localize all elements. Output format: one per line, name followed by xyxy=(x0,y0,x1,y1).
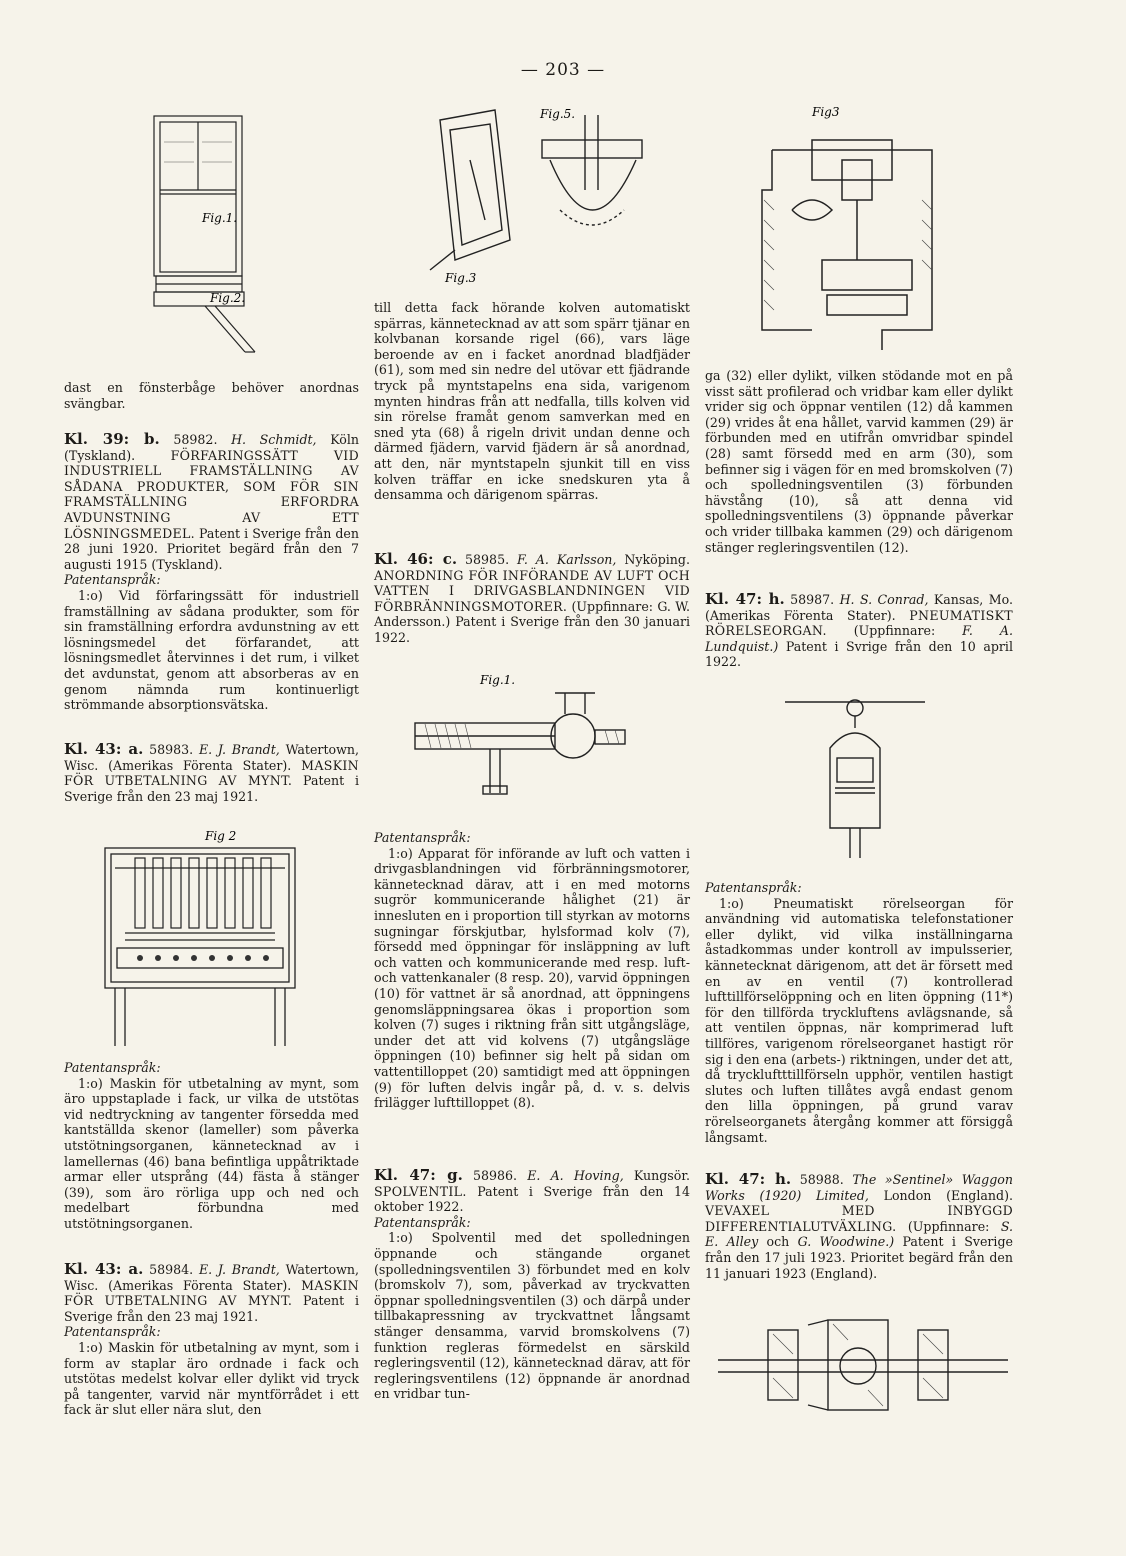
fig5-label: Fig.5. xyxy=(540,107,576,121)
entry-title: MASKIN FÖR UTBETALNING AV MYNT. xyxy=(64,757,359,789)
column-2-continuation xyxy=(374,300,690,503)
claim-heading: Patentanspråk: xyxy=(705,880,802,895)
claim-heading: Patentanspråk: xyxy=(64,1324,161,1340)
entry-title: PNEUMATISKT RÖRELSEORGAN. xyxy=(705,607,1013,639)
continuation-text: ga (32) eller dylikt, vilken stödande mot en på visst sätt profilerad och vridbar kam eller dylikt vrider sig och öppnar ventilen (12) då kammen (29) vrides åt ena hållet, varvid kammen (29) är förbunden med en utifrån omvridbar spindel (28) samt försedd med en arm (30), som befinner sig i vägen för en med bromskolven (7) och spolledningsventilen (3) förbunden hävstång (10), så att denna vid spolledningsventilens (3) öppnande påverkar och vrider tillbaka kammen (29) och därigenom stänger regleringsventilen (12). xyxy=(705,368,1013,555)
entry-place: Nyköping. xyxy=(624,552,690,567)
page-number: — 203 — xyxy=(520,60,606,80)
entry-title: FÖRFARINGSSÄTT VID INDUSTRIELL FRAMSTÄLLNING AV SÅDANA PRODUKTER, SOM FÖR SIN FRAMSTÄLLNING ERFORDRA AVDUNSTNING AV ETT LÖSNINGSMEDEL. xyxy=(64,447,359,541)
entry-author: E. J. Brandt, xyxy=(198,1262,280,1277)
entry-number: 58983. xyxy=(149,742,194,757)
continuation-text: till detta fack hörande kolven automatiskt spärras, kännetecknad av att som spärr tjänar en kolvbanan korsande rigel (66), vars läge beroende av en i facket anordnad bladfjäder (61), som med sin nedre del utövar ett fjädrande tryck på myntstapelns ena sida, varigenom mynten hindras från att nedfalla, tills kolven vid sin rörelse framåt genom samverkan med en sned yta (68) å rigeln drivit undan denne och därmed fjädern, varvid fjädern är så anordnad, att den, när myntstapeln sjunkit till en viss kolven träffar en icke snedskuren yta å densamma och därigenom spärras. xyxy=(374,300,690,503)
entry-inventor: F. A. Lundquist.) xyxy=(705,623,1013,654)
entry-kl: Kl. 43: a. xyxy=(64,1260,144,1278)
entry-58985-claim xyxy=(374,830,690,1111)
column-3-continuation xyxy=(705,368,1013,555)
entry-58983 xyxy=(64,742,359,804)
entry-title: SPOLVENTIL. xyxy=(374,1183,467,1199)
entry-details: Patent i Sverige från den 28 juni 1920. Prioritet begärd från den 7 augusti 1915 (Tyskland). xyxy=(64,525,359,572)
entry-och: och xyxy=(766,1234,790,1250)
entry-author: F. A. Karlsson, xyxy=(517,552,617,567)
entry-kl: Kl. 43: a. xyxy=(64,740,144,758)
entry-58987-claim xyxy=(705,880,1013,1145)
entry-number: 58986. xyxy=(472,1168,518,1183)
entry-kl: Kl. 46: c. xyxy=(374,550,458,568)
fig1-carb-label: Fig.1. xyxy=(480,673,516,687)
coin-machine-figure xyxy=(85,828,315,1053)
entry-author: H. S. Conrad, xyxy=(839,592,929,607)
claim-text: 1:o) Vid förfaringssätt för industriell framställning av sådana produkter, som för sin framställning erfordra avdunstning av ett lösningsmedel det förfarandet, att lösningsmedlet återvinnes i det rum, i vilket det avdunstat, genom att absorberas av en genom nämnda rum kontinuerligt strömmande absorptionsvätska. xyxy=(64,587,359,713)
entry-place: Kansas, Mo. (Amerikas Förenta Stater). xyxy=(705,592,1013,623)
entry-58986 xyxy=(374,1168,690,1402)
entry-details-pre: (Uppfinnare: xyxy=(853,623,936,639)
fig2-machine-label: Fig 2 xyxy=(205,829,237,843)
claim-text: 1:o) Maskin för utbetalning av mynt, som i form av staplar äro ordnade i fack och utstötas medelst kolvar eller dylikt vid tryck på tangenter, varvid när myntförrådet i ett fack är slut eller nära slut, den xyxy=(64,1339,359,1418)
claim-text: 1:o) Maskin för utbetalning av mynt, som äro uppstaplade i fack, ur vilka de utstötas vid nedtryckning av tangenter försedda med kantställda skenor (lameller) som påverka utstötningsorganen, kännetecknad av i lamellernas (46) bana befintliga uppåtriktade armar eller utsprång (44) fästa å stänger (39), som äro rörliga upp och ned och medelbart förbundna med utstötningsorganen. xyxy=(64,1075,359,1231)
fig1-label: Fig.1. xyxy=(202,211,238,225)
claim-text: 1:o) Apparat för införande av luft och vatten i drivgasblandningen vid förbränningsmotorer, kännetecknad därav, att i en med motorns sugrör kommunicerande hålighet (21) är innesluten en i proportion till styrkan av motorns sugningar förskjutbar, hylsformad kolv (7), försedd med öppningar för insläppning av luft och vatten och kommunicerande med resp. luft- och vattenkanaler (8 resp. 20), varvid öppningen (10) för vattnet är så anordnad, att öppningens genomsläppningsarea ökas i proportion som kolven (7) suges i riktning från sitt utgångsläge, under det att vid kolvens (7) utgångsläge öppningen (10) befinner sig helt på sidan om vattentilloppet (20) samtidigt med att öppningen (9) för luften delvis ingår på, d. v. s. delvis frilägger lufttilloppet (8). xyxy=(374,845,690,1111)
entry-number: 58988. xyxy=(799,1172,844,1187)
claim-heading: Patentanspråk: xyxy=(64,572,161,588)
entry-58988 xyxy=(705,1172,1013,1281)
entry-kl: Kl. 47: g. xyxy=(374,1166,463,1184)
entry-place: Köln (Tyskland). xyxy=(64,432,359,463)
crankshaft-figure xyxy=(718,1300,1008,1430)
entry-details: Patent i Sverige från den 23 maj 1921. xyxy=(64,1293,359,1324)
entry-number: 58984. xyxy=(149,1262,194,1277)
fig2-label: Fig.2. xyxy=(210,291,246,305)
valve-figure xyxy=(752,100,962,360)
entry-author: E. A. Hoving, xyxy=(527,1168,624,1183)
entry-author: H. Schmidt, xyxy=(231,432,317,447)
entry-kl: Kl. 47: h. xyxy=(705,590,785,608)
pneumatic-organ-figure xyxy=(785,688,935,878)
entry-author: E. J. Brandt, xyxy=(198,742,280,757)
entry-number: 58982. xyxy=(173,432,218,447)
entry-details: (Uppfinnare: G. W. Andersson.) Patent i Sverige från den 30 januari 1922. xyxy=(374,598,690,645)
entry-kl: Kl. 39: b. xyxy=(64,430,160,448)
entry-place: Watertown, Wisc. (Amerikas Förenta Stater). xyxy=(64,742,359,773)
claim-heading: Patentanspråk: xyxy=(374,1214,471,1230)
window-frame-figure xyxy=(150,112,270,362)
entry-author: The »Sentinel» Waggon Works (1920) Limited, xyxy=(705,1172,1013,1203)
entry-place: Kungsör. xyxy=(633,1168,690,1183)
claim-heading: Patentanspråk: xyxy=(64,1060,161,1075)
entry-58983-claim xyxy=(64,1060,359,1232)
entry-details: Patent i Sverige från den 14 oktober 1922. xyxy=(374,1183,690,1215)
entry-title: VEVAXEL MED INBYGGD DIFFERENTIALUTVÄXLING. xyxy=(705,1203,1013,1234)
entry-title: ANORDNING FÖR INFÖRANDE AV LUFT OCH VATTEN I DRIVGASBLANDNINGEN VID FÖRBRÄNNINGSMOTORER. xyxy=(374,567,690,614)
entry-number: 58987. xyxy=(790,592,835,607)
entry-details-post: Patent i Sverige från den 17 juli 1923. Prioritet begärd från den 11 januari 1923 (England). xyxy=(705,1234,1013,1281)
entry-details: Patent i Sverige från den 23 maj 1921. xyxy=(64,773,359,804)
entry-58987 xyxy=(705,592,1013,670)
fig3b-label: Fig.3 xyxy=(445,271,477,285)
entry-58985 xyxy=(374,552,690,646)
entry-58982 xyxy=(64,432,359,713)
entry-place: London (England). xyxy=(883,1187,1013,1203)
intro-text: dast en fönsterbåge behöver anordnas svängbar. xyxy=(64,380,359,411)
air-water-apparatus-figure xyxy=(405,668,655,808)
claim-text: 1:o) Spolventil med det spolledningen öppnande och stängande organet (spolledningsventilen 3) förbundet med en kolv (bromskolv 7), som, påverkad av tryckvatten öppnar spolledningsventilen (3) och därpå under tillbakapressning av tryckvattnet långsamt stänger densamma, varvid bromskolvens (7) funktion regleras förmedelst en särskild regleringsventil (12), kännetecknad därav, att för regleringsventilens (12) öppnande är anordnad en vridbar tun- xyxy=(374,1230,690,1402)
entry-details-pre: (Uppfinnare: xyxy=(907,1218,990,1234)
entry-inventor-2: G. Woodwine.) xyxy=(797,1234,895,1250)
entry-58984 xyxy=(64,1262,359,1418)
entry-inventor: S. E. Alley xyxy=(705,1218,1013,1250)
entry-kl: Kl. 47: h. xyxy=(705,1170,792,1188)
entry-number: 58985. xyxy=(465,552,510,567)
column-1-intro xyxy=(64,380,359,411)
fig3-valve-label: Fig3 xyxy=(812,105,840,119)
entry-title: MASKIN FÖR UTBETALNING AV MYNT. xyxy=(64,1277,359,1309)
claim-text: 1:o) Pneumatiskt rörelseorgan för användning vid automatiska telefonstationer eller dylikt, vid vilka inställningarna åstadkommas under kontroll av impulsserier, kännetecknat därigenom, att det är försett med en av en ventil (7) kontrollerad lufttillförselöppning och en liten öppning (11*) för den tillförda tryckluftens avlägsnande, så att ventilen öppnas, när komprimerad luft tillföres, varigenom rörelseorganet hastigt rör sig i den ena (arbets-) riktningen, under det att, då tryckluftttillförseln upphör, ventilen hastigt slutes och luften tillåtes avgå endast genom den lilla öppningen, på grund varav rörelseorganets återgång kommer att försiggå långsamt. xyxy=(705,895,1013,1145)
entry-details-post: Patent i Svrige från den 10 april 1922. xyxy=(705,638,1013,670)
spring-mechanism-figure xyxy=(410,100,660,290)
entry-place: Watertown, Wisc. (Amerikas Förenta Stater). xyxy=(64,1262,359,1293)
claim-heading: Patentanspråk: xyxy=(374,830,471,845)
